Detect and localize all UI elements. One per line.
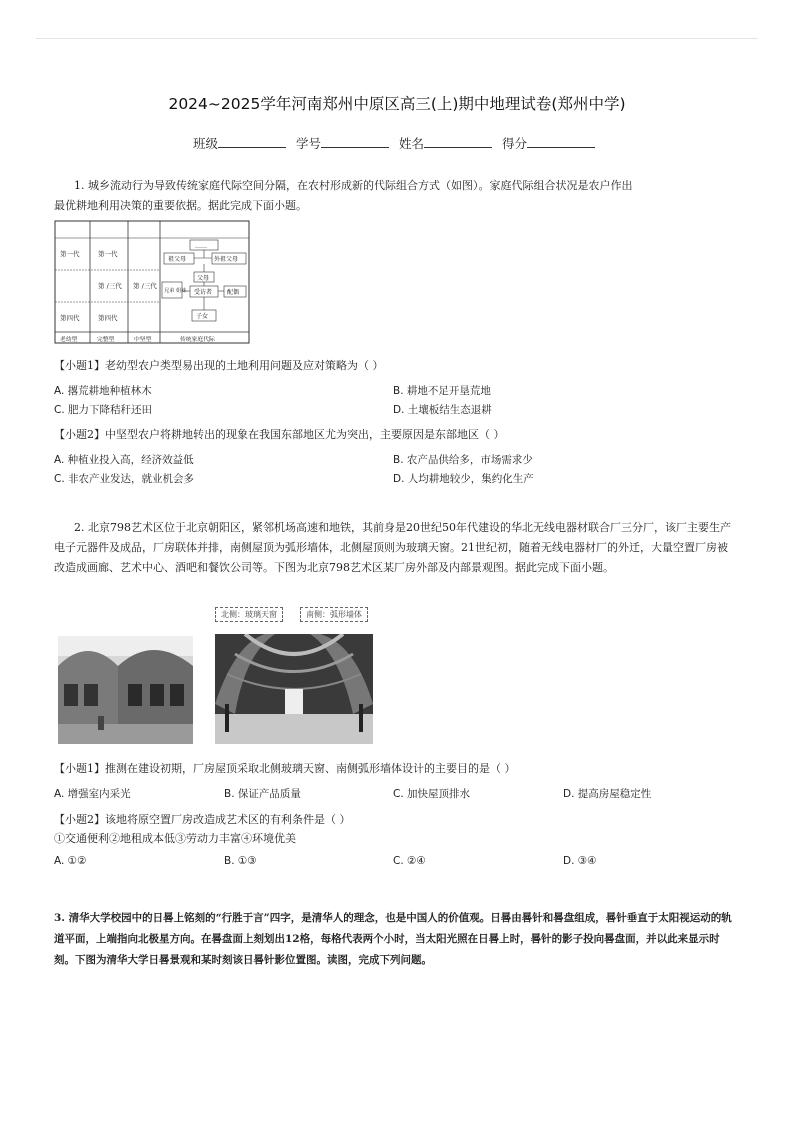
q3-stem: 3. 清华大学校园中的日晷上铭刻的“行胜于言”四字，是清华人的理念，也是中国人的价值观。日晷由晷针和晷盘组成，晷针垂直于太阳视运动的轨道平面，上端指向北极星方向。在晷盘面上刻划出12格，每格代表两个小时，当太阳光照在日晷上时，晷针的影子投向晷盘面，并以此来显示时刻。下图为清华大学日晷景观和某时刻该日晷针影位置图。读图，完成下列问题。 <box>54 912 732 966</box>
fig-bottom-traditional: 传统家庭代际 <box>180 337 215 343</box>
q1-sub1-stem: 【小题1】老幼型农户类型易出现的土地利用问题及应对策略为（ ） <box>54 359 384 372</box>
fig-box-spouse: 配偶 <box>227 289 240 296</box>
fig-box-siblings: 兄弟 姐妹 <box>164 288 187 294</box>
q2-sub2-conditions: ①交通便利②地租成本低③劳动力丰富④环境优美 <box>54 832 296 845</box>
number-label: 学号 <box>295 136 321 151</box>
q2-sub2-option-c[interactable]: C. ②④ <box>393 855 426 867</box>
fig-box-parents: 父母 <box>197 275 210 282</box>
fig-col2-gen1: 第一代 <box>98 250 118 258</box>
fig-box-children: 子女 <box>196 313 209 320</box>
q2-sub2-option-b[interactable]: B. ①③ <box>224 855 257 867</box>
q1-sub1-option-b[interactable]: B. 耕地不足开垦荒地 <box>393 385 491 397</box>
q2-sub1-stem: 【小题1】推测在建设初期，厂房屋顶采取北侧玻璃天窗、南侧弧形墙体设计的主要目的是（ ） <box>54 762 516 775</box>
q2-sub2-stem: 【小题2】该地将原空置厂房改造成艺术区的有利条件是（ ） <box>54 813 351 826</box>
fig-box-maternal-grandparents: 外祖父母 <box>214 256 239 263</box>
q2-sub2-option-a[interactable]: A. ①② <box>54 855 87 867</box>
fig-col3-gen23: 第 /三代 <box>133 282 157 290</box>
page-title: 2024~2025学年河南郑州中原区高三(上)期中地理试卷(郑州中学) <box>168 95 626 113</box>
fig-col2-gen23: 第 /三代 <box>98 282 122 290</box>
q1-sub2-option-d[interactable]: D. 人均耕地较少，集约化生产 <box>393 473 534 485</box>
q2-sub1-option-a[interactable]: A. 增强室内采光 <box>54 788 131 800</box>
fig-bottom-elderly-young: 老幼型 <box>60 337 78 343</box>
name-field[interactable] <box>424 135 492 148</box>
number-field[interactable] <box>321 135 389 148</box>
header-divider <box>36 38 758 39</box>
q2-sub1-option-b[interactable]: B. 保证产品质量 <box>224 788 301 800</box>
fig-col2-gen4: 第四代 <box>98 314 118 322</box>
q2-sub2-option-d[interactable]: D. ③④ <box>563 855 597 867</box>
fig-box-grandparents: 祖父母 <box>168 256 187 263</box>
fig-row-gen4: 第四代 <box>60 314 80 322</box>
score-label: 得分 <box>501 136 527 151</box>
q2-photo-exterior <box>58 636 193 744</box>
q2-photo-interior <box>215 634 373 744</box>
class-label: 班级 <box>192 136 218 151</box>
q1-sub1-option-c[interactable]: C. 肥力下降秸秆还田 <box>54 404 153 416</box>
student-info-line <box>0 134 794 152</box>
fig-bottom-complete: 完整型 <box>97 337 115 343</box>
q1-stem-line2: 最优耕地利用决策的重要依据。据此完成下面小题。 <box>54 199 307 212</box>
fig-box-interviewee: 受访者 <box>194 289 213 296</box>
q2-sub1-option-c[interactable]: C. 加快屋顶排水 <box>393 788 471 800</box>
q1-sub2-option-b[interactable]: B. 农产品供给多，市场需求少 <box>393 454 533 466</box>
q1-sub2-option-c[interactable]: C. 非农产业发达，就业机会多 <box>54 473 195 485</box>
q1-sub1-option-a[interactable]: A. 撂荒耕地种植林木 <box>54 385 152 397</box>
class-field[interactable] <box>218 135 286 148</box>
q1-sub2-stem: 【小题2】中坚型农户将耕地转出的现象在我国东部地区尤为突出，主要原因是东部地区（ ） <box>54 428 505 441</box>
q2-caption-south-arc-wall: 南侧：弧形墙体 <box>300 607 368 622</box>
q1-sub2-option-a[interactable]: A. 种植业投入高，经济效益低 <box>54 454 194 466</box>
q1-figure-family-generations <box>54 220 254 346</box>
q2-stem: 2. 北京798艺术区位于北京朝阳区，紧邻机场高速和地铁，其前身是20世纪50年代建设的华北无线电器材联合厂三分厂，该厂主要生产电子元器件及成品，厂房联体并排，南侧屋顶为弧形墙体，北侧屋顶则为玻璃天窗。21世纪初，随着无线电器材厂的外迁，大量空置厂房被改造成画廊、艺术中心、酒吧和餐饮公司等。下图为北京798艺术区某厂房外部及内部景观图。据此完成下面小题。 <box>54 521 731 574</box>
q2-sub1-option-d[interactable]: D. 提高房屋稳定性 <box>563 788 652 800</box>
q1-sub1-option-d[interactable]: D. 土壤板结生态退耕 <box>393 404 492 416</box>
q2-caption-north-skylight: 北侧：玻璃天窗 <box>215 607 283 622</box>
name-label: 姓名 <box>398 136 424 151</box>
q1-stem-line1: 1. 城乡流动行为导致传统家庭代际空间分隔，在农村形成新的代际组合方式（如图）。家庭代际组合状况是农户作出 <box>74 179 633 192</box>
fig-row-gen1: 第一代 <box>60 250 80 258</box>
score-field[interactable] <box>527 135 595 148</box>
fig-bottom-core: 中坚型 <box>134 337 152 343</box>
fig-box-ellipsis: …… <box>195 243 207 250</box>
